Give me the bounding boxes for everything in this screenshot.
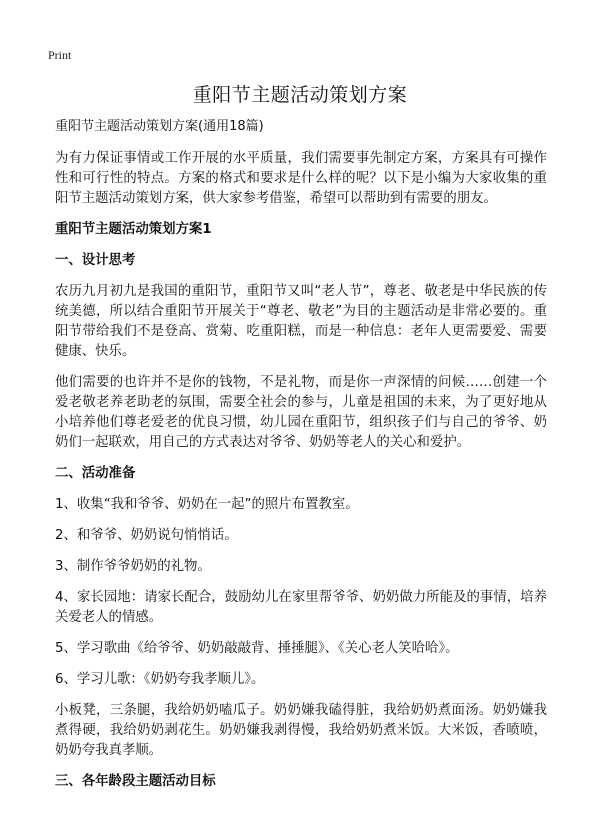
document-title: 重阳节主题活动策划方案 — [192, 84, 408, 106]
heading-activity-preparation: 二、活动准备 — [55, 466, 136, 481]
list-item: 3、制作爷爷奶奶的礼物。 — [55, 559, 211, 574]
section-title: 重阳节主题活动策划方案1 — [55, 222, 212, 237]
heading-design-thinking: 一、设计思考 — [55, 253, 136, 268]
nursery-rhyme: 小板凳，三条腿，我给奶奶嗑瓜子。奶奶嫌我磕得脏，我给奶奶煮面汤。奶奶嫌我煮得硬，我给奶奶剥花生。奶奶嫌我剥得慢，我给奶奶煮米饭。大米饭，香喷喷，奶奶夸我真孝顺。 — [55, 703, 547, 758]
list-item: 6、学习儿歌：《奶奶夸我孝顺儿》。 — [55, 672, 265, 687]
preparation-list — [55, 495, 547, 761]
list-item: 5、学习歌曲《给爷爷、奶奶敲敲背、捶捶腿》、《关心老人笑哈哈》。 — [55, 641, 459, 656]
list-item: 2、和爷爷、奶奶说句悄悄话。 — [55, 528, 238, 543]
print-link[interactable]: Print — [48, 48, 72, 62]
document-subtitle: 重阳节主题活动策划方案(通用18篇) — [55, 119, 264, 134]
paragraph: 农历九月初九是我国的重阳节，重阳节又叫“老人节”，尊老、敬老是中华民族的传统美德，所以结合重阳节开展关于“尊老、敬老”为目的主题活动是非常必要的。重阳节带给我们不是登高、赏菊、吃重阳糕，而是一种信息：老年人更需要爱、需要健康、快乐。 — [55, 284, 547, 359]
list-item: 4、家长园地：请家长配合，鼓励幼儿在家里帮爷爷、奶奶做力所能及的事情，培养关爱老人的情感。 — [55, 590, 547, 625]
heading-age-group-goals: 三、各年龄段主题活动目标 — [55, 774, 216, 789]
list-item: 1、收集“我和爷爷、奶奶在一起”的照片布置教室。 — [55, 497, 359, 512]
document-body — [55, 117, 547, 803]
intro-paragraph: 为有力保证事情或工作开展的水平质量，我们需要事先制定方案，方案具有可操作性和可行性的特点。方案的格式和要求是什么样的呢？以下是小编为大家收集的重阳节主题活动策划方案，供大家参考借鉴，希望可以帮助到有需要的朋友。 — [55, 151, 547, 206]
paragraph: 他们需要的也许并不是你的钱物，不是礼物，而是你一声深情的问候……创建一个爱老敬老养老助老的氛围，需要全社会的参与，儿童是祖国的未来，为了更好地从小培养他们尊老爱老的优良习惯，幼儿园在重阳节，组织孩子们与自己的爷爷、奶奶们一起联欢，用自己的方式表达对爷爷、奶奶等老人的关心和爱护。 — [55, 375, 547, 450]
